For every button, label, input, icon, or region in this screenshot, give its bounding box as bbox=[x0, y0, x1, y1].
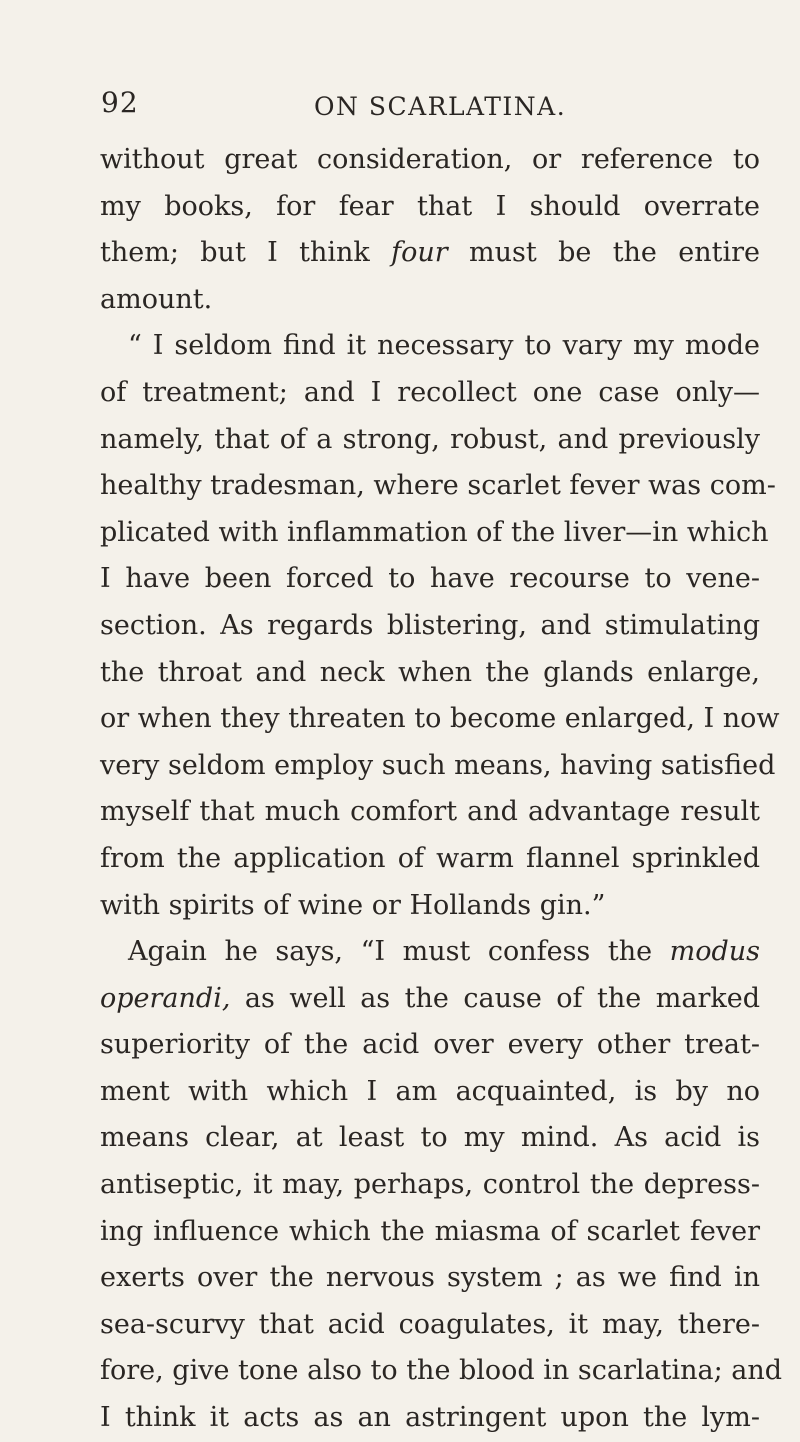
text-line: plicated with inflammation of the liver—in which bbox=[100, 516, 769, 548]
text-line: I think it acts as an astringent upon the lym- bbox=[100, 1402, 760, 1434]
text-line: fore, give tone also to the blood in scarlatina; and bbox=[100, 1355, 783, 1387]
text-line bbox=[100, 929, 760, 976]
text-line: the throat and neck when the glands enlarge, bbox=[100, 656, 760, 688]
text-line: of treatment; and I recollect one case only— bbox=[100, 376, 760, 408]
text-line: or when they threaten to become enlarged, I now bbox=[100, 703, 780, 735]
page-number: 92 bbox=[101, 86, 139, 119]
text-line: exerts over the nervous system ; as we find in bbox=[100, 1262, 760, 1294]
text-line: sea-scurvy that acid coagulates, it may, there- bbox=[100, 1308, 760, 1340]
text-line: from the application of warm flannel sprinkled bbox=[100, 842, 760, 874]
text-line bbox=[100, 230, 760, 277]
text-line: antiseptic, it may, perhaps, control the depress- bbox=[100, 1169, 760, 1201]
text-line: with spirits of wine or Hollands gin.” bbox=[100, 889, 606, 921]
text-line bbox=[100, 976, 760, 1023]
text-line: “ I seldom find it necessary to vary my mode bbox=[128, 330, 760, 362]
text-segment: Again he says, “I must confess the bbox=[128, 936, 670, 968]
text-line: ment with which I am acquainted, is by no bbox=[100, 1075, 760, 1107]
emphasis-text: modus bbox=[669, 936, 760, 968]
emphasis-text: operandi, bbox=[100, 982, 231, 1014]
text-line: healthy tradesman, where scarlet fever was com- bbox=[100, 470, 776, 502]
text-segment: must be the entire bbox=[447, 237, 761, 269]
running-head: ON SCARLATINA. bbox=[314, 92, 567, 121]
text-segment: as well as the cause of the marked bbox=[230, 982, 760, 1014]
text-segment: them; but I think bbox=[100, 237, 392, 269]
text-line: means clear, at least to my mind. As acid is bbox=[100, 1122, 760, 1154]
text-line: superiority of the acid over every other treat- bbox=[100, 1029, 760, 1061]
text-line: my books, for fear that I should overrate bbox=[100, 190, 760, 222]
emphasis-text: four bbox=[391, 237, 448, 269]
page-header bbox=[0, 86, 800, 126]
text-line: section. As regards blistering, and stimulating bbox=[100, 609, 760, 641]
text-line: amount. bbox=[100, 283, 213, 315]
text-line: I have been forced to have recourse to vene- bbox=[100, 563, 760, 595]
text-line: myself that much comfort and advantage result bbox=[100, 796, 760, 828]
text-line: without great consideration, or reference to bbox=[100, 144, 760, 175]
text-line: namely, that of a strong, robust, and previously bbox=[100, 423, 760, 455]
text-line: very seldom employ such means, having satisfied bbox=[100, 749, 776, 781]
text-line: ing influence which the miasma of scarlet fever bbox=[100, 1215, 760, 1247]
body-text bbox=[100, 137, 783, 1442]
